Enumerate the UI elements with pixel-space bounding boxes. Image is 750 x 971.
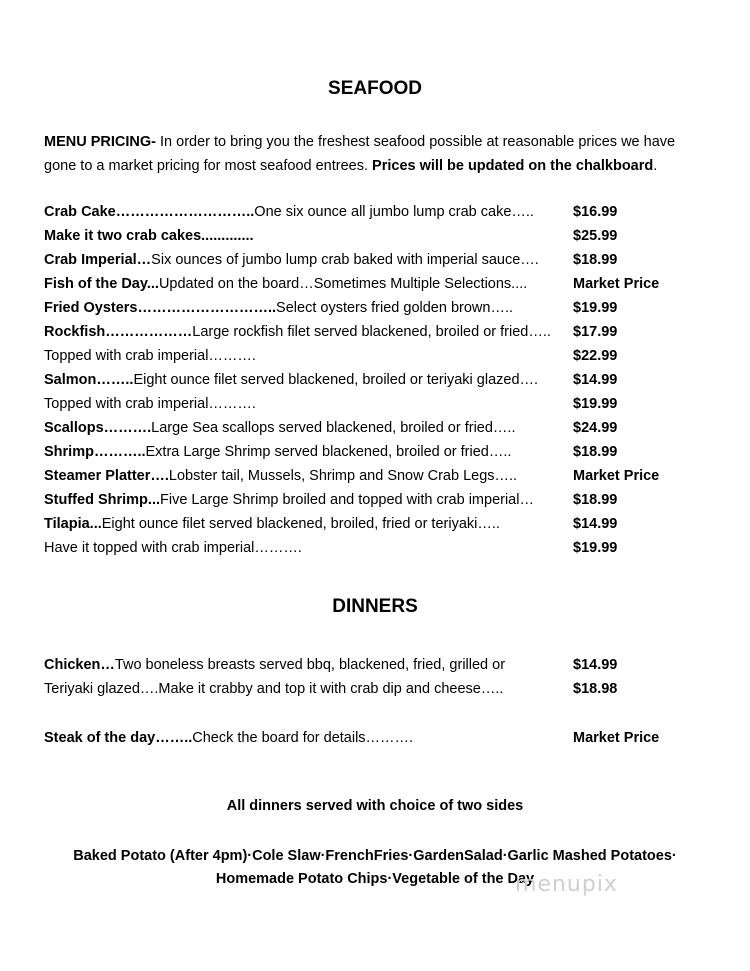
menu-item-stuffed-shrimp <box>44 488 669 512</box>
item-price: $14.99 <box>573 657 618 673</box>
item-price: Market Price <box>573 730 660 746</box>
item-price: $19.99 <box>573 396 618 412</box>
item-desc: Select oysters fried golden brown….. <box>276 300 513 316</box>
menu-item-tilapia-imperial <box>44 536 669 560</box>
menu-item-scallops <box>44 416 669 440</box>
item-name: Salmon…….. <box>44 372 134 388</box>
menu-item-steamer-platter <box>44 464 669 488</box>
item-desc: Large rockfish filet served blackened, broiled or fried….. <box>192 324 551 340</box>
item-desc: Eight ounce filet served blackened, broiled or teriyaki glazed…. <box>133 372 539 388</box>
item-desc: Have it topped with crab imperial………. <box>44 540 302 556</box>
menu-item-crab-cake <box>44 200 669 224</box>
menu-item-salmon-imperial <box>44 392 669 416</box>
item-desc: Six ounces of jumbo lump crab baked with imperial sauce…. <box>151 252 539 268</box>
item-price: $17.99 <box>573 324 618 340</box>
menu-item-steak <box>44 726 669 750</box>
intro-text: In order to bring you the freshest seafood possible at reasonable prices we have gone to a market pricing for most seafood entrees. <box>44 134 676 174</box>
sides-note: All dinners served with choice of two sides <box>226 798 524 814</box>
menu-item-rockfish <box>44 320 669 344</box>
item-price: $24.99 <box>573 420 618 436</box>
item-price: Market Price <box>573 468 660 484</box>
item-price: $14.99 <box>573 516 618 532</box>
item-desc: Teriyaki glazed….Make it crabby and top it with crab dip and cheese….. <box>44 681 504 697</box>
item-price: $14.99 <box>573 372 618 388</box>
item-price: $18.99 <box>573 252 618 268</box>
item-name: Fish of the Day... <box>44 276 159 292</box>
menu-item-salmon <box>44 368 669 392</box>
item-price: $22.99 <box>573 348 618 364</box>
item-price: $18.99 <box>573 444 618 460</box>
item-desc: One six ounce all jumbo lump crab cake….. <box>254 204 534 220</box>
menu-item-shrimp <box>44 440 669 464</box>
menu-pricing-intro <box>44 130 694 178</box>
menu-item-fish-of-the-day <box>44 272 669 296</box>
item-desc: Check the board for details………. <box>192 730 414 746</box>
item-price: $18.98 <box>573 681 618 697</box>
item-desc: Large Sea scallops served blackened, broiled or fried….. <box>151 420 516 436</box>
menu-item-chicken <box>44 653 669 677</box>
item-name: Steak of the day…….. <box>44 730 193 746</box>
item-name: Rockfish……………… <box>44 324 193 340</box>
item-desc: Lobster tail, Mussels, Shrimp and Snow Crab Legs….. <box>168 468 518 484</box>
intro-bold-end: Prices will be updated on the chalkboard <box>372 158 654 174</box>
item-name: Stuffed Shrimp... <box>44 492 160 508</box>
item-desc: Topped with crab imperial………. <box>44 348 256 364</box>
item-name: Fried Oysters……………………….. <box>44 300 277 316</box>
menu-item-fried-oysters <box>44 296 669 320</box>
item-name: Tilapia... <box>44 516 102 532</box>
item-desc: Eight ounce filet served blackened, broiled, fried or teriyaki….. <box>101 516 500 532</box>
item-price: $18.99 <box>573 492 618 508</box>
item-price: $25.99 <box>573 228 618 244</box>
sides-list-line-1: Baked Potato (After 4pm)·Cole Slaw·FrenchFries·GardenSalad·Garlic Mashed Potatoes· <box>73 848 677 864</box>
item-name: Steamer Platter…. <box>44 468 169 484</box>
item-price: $16.99 <box>573 204 618 220</box>
item-name: Crab Cake……………………….. <box>44 204 255 220</box>
item-name: Chicken… <box>44 657 115 673</box>
item-desc: Two boneless breasts served bbq, blackened, fried, grilled or <box>114 657 506 673</box>
item-name: Scallops………. <box>44 420 152 436</box>
intro-period: . <box>653 158 658 174</box>
intro-label: MENU PRICING- <box>44 134 156 150</box>
item-desc: Topped with crab imperial………. <box>44 396 256 412</box>
sides-list-line-2: Homemade Potato Chips·Vegetable of the Day <box>215 871 535 887</box>
item-desc: Updated on the board…Sometimes Multiple Selections.... <box>158 276 528 292</box>
item-price: Market Price <box>573 276 660 292</box>
item-desc: Extra Large Shrimp served blackened, broiled or fried….. <box>145 444 512 460</box>
seafood-heading: SEAFOOD <box>328 78 422 99</box>
item-desc: Five Large Shrimp broiled and topped with crab imperial… <box>160 492 534 508</box>
menu-item-rockfish-imperial <box>44 344 669 368</box>
menu-item-chicken-crabby <box>44 677 669 701</box>
dinners-heading: DINNERS <box>332 596 418 617</box>
item-price: $19.99 <box>573 300 618 316</box>
menu-item-crab-imperial <box>44 248 669 272</box>
item-name: Shrimp……….. <box>44 444 146 460</box>
item-name: Make it two crab cakes............. <box>44 228 254 244</box>
item-name: Crab Imperial… <box>44 252 152 268</box>
menu-item-tilapia <box>44 512 669 536</box>
menu-item-two-crab-cakes <box>44 224 669 248</box>
menupix-watermark: menupix <box>515 872 618 897</box>
item-price: $19.99 <box>573 540 618 556</box>
